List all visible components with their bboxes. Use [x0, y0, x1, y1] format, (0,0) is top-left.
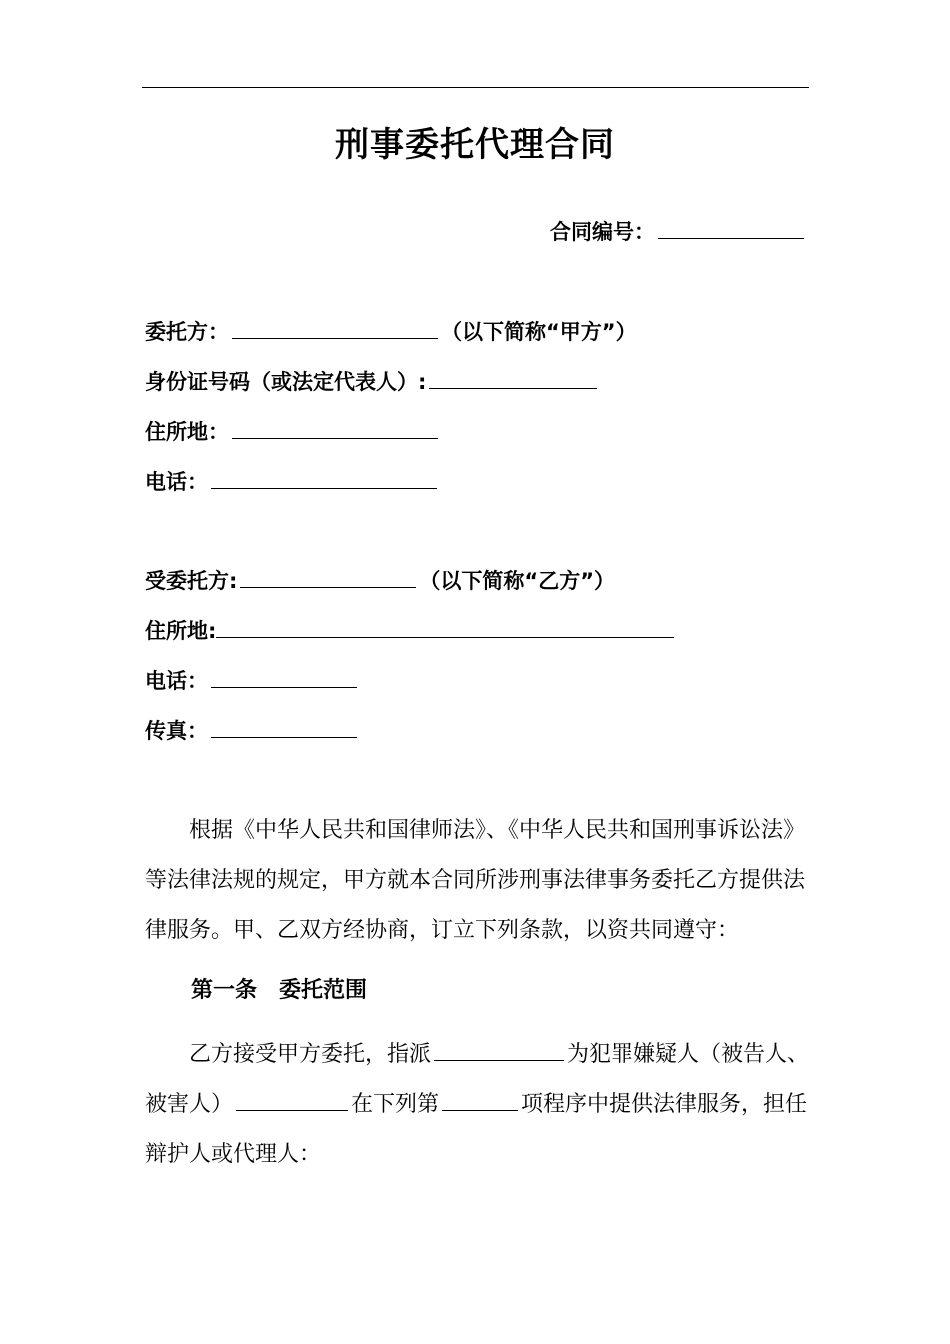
article-1-line-1	[145, 1030, 810, 1080]
client-phone-line	[145, 467, 440, 497]
agent-label: 受委托方:	[145, 569, 238, 593]
party-name-blank[interactable]	[236, 1090, 348, 1111]
contract-number-blank[interactable]	[658, 218, 804, 239]
article-1-paragraph	[145, 1030, 810, 1180]
header-rule	[142, 87, 809, 88]
document-title: 刑事委托代理合同	[335, 125, 615, 165]
article-1-text-a: 乙方接受甲方委托，指派	[189, 1042, 432, 1067]
agent-fax-line	[145, 716, 360, 746]
article-1-heading: 第一条 委托范围	[191, 978, 368, 1003]
article-1-line-2	[145, 1080, 807, 1130]
agent-fax-label: 传真：	[145, 719, 208, 743]
lawyer-name-blank[interactable]	[434, 1040, 564, 1061]
procedure-number-blank[interactable]	[442, 1090, 518, 1111]
agent-line	[145, 566, 615, 596]
agent-phone-label: 电话：	[145, 669, 208, 693]
client-label: 委托方：	[145, 320, 229, 344]
client-id-blank[interactable]	[429, 368, 597, 389]
article-1-text-b: 为犯罪嫌疑人（被告人、	[567, 1042, 810, 1067]
client-suffix: （以下简称“甲方”）	[441, 320, 637, 344]
client-phone-blank[interactable]	[211, 468, 437, 489]
client-name-blank[interactable]	[232, 318, 438, 339]
client-id-line	[145, 367, 600, 397]
agent-address-blank[interactable]	[216, 617, 674, 638]
contract-number-line	[550, 217, 807, 247]
agent-address-line	[145, 616, 677, 646]
agent-phone-line	[145, 666, 360, 696]
client-address-line	[145, 417, 441, 447]
preamble-line-3: 律服务。甲、乙双方经协商，订立下列条款，以资共同遵守：	[145, 918, 740, 943]
agent-suffix: （以下简称“乙方”）	[419, 569, 616, 593]
client-address-blank[interactable]	[232, 418, 438, 439]
agent-phone-blank[interactable]	[211, 667, 357, 688]
article-1-line-3: 辩护人或代理人：	[145, 1142, 322, 1167]
article-1-text-c: 被害人）	[145, 1092, 234, 1117]
article-1-text-d: 在下列第	[351, 1092, 440, 1117]
client-line	[145, 317, 637, 347]
client-phone-label: 电话：	[145, 470, 208, 494]
agent-address-label: 住所地:	[145, 619, 217, 643]
agent-name-blank[interactable]	[240, 567, 416, 588]
preamble-paragraph	[145, 806, 807, 956]
contract-number-label: 合同编号：	[550, 220, 655, 244]
client-id-label: 身份证号码（或法定代表人）:	[145, 370, 427, 394]
preamble-line-2: 等法律法规的规定，甲方就本合同所涉刑事法律事务委托乙方提供法	[145, 868, 806, 893]
article-1-text-e: 项程序中提供法律服务，担任	[521, 1092, 808, 1117]
client-address-label: 住所地：	[145, 420, 229, 444]
preamble-line-1: 根据《中华人民共和国律师法》、《中华人民共和国刑事诉讼法》	[189, 818, 806, 843]
agent-fax-blank[interactable]	[211, 717, 357, 738]
